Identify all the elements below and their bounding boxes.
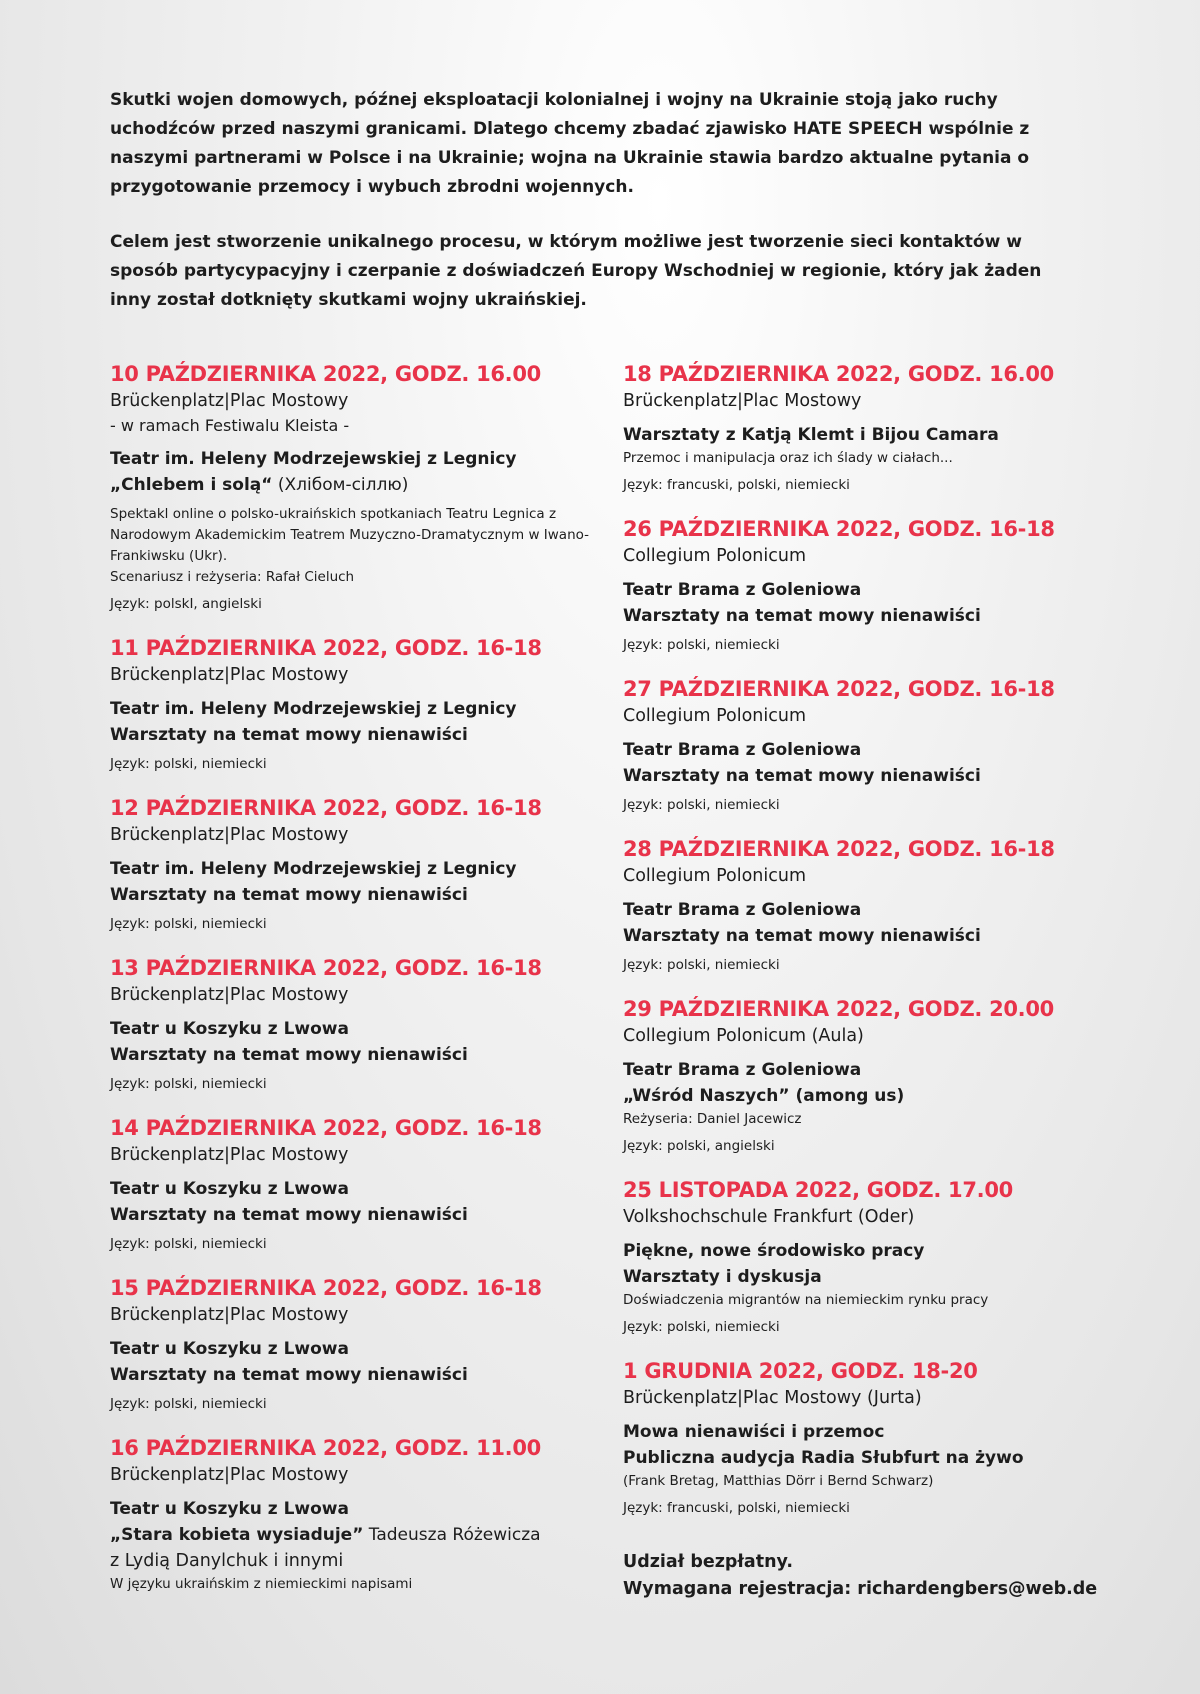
event-title: Warsztaty z Katją Klemt i Bijou Camara [623, 425, 999, 445]
event-date: 16 PAŹDZIERNIKA 2022, GODZ. 11.00 [110, 1436, 541, 1460]
event-subtitle: Warsztaty na temat mowy nienawiści [623, 606, 981, 626]
event-language: Język: polski, niemiecki [110, 1076, 267, 1092]
event-venue: Brückenplatz|Plac Mostowy [110, 665, 349, 685]
event-subtitle: Warsztaty na temat mowy nienawiści [110, 725, 468, 745]
event-oct-12 [110, 794, 590, 935]
event-venue: Collegium Polonicum [623, 706, 807, 726]
event-subtitle: Warsztaty na temat mowy nienawiści [110, 885, 468, 905]
event-date: 15 PAŹDZIERNIKA 2022, GODZ. 16-18 [110, 1276, 542, 1300]
intro-text [110, 86, 1070, 341]
registration-info [623, 1549, 1103, 1603]
event-title: Teatr Brama z Goleniowa [623, 1060, 862, 1080]
event-date: 12 PAŹDZIERNIKA 2022, GODZ. 16-18 [110, 796, 542, 820]
event-performers: z Lydią Danylchuk i innymi [110, 1551, 344, 1571]
event-subtitle: Warsztaty na temat mowy nienawiści [623, 766, 981, 786]
event-date: 25 LISTOPADA 2022, GODZ. 17.00 [623, 1178, 1013, 1202]
event-subtext: (Frank Bretag, Matthias Dörr i Bernd Schwarz) [623, 1473, 934, 1489]
intro-paragraph-2: Celem jest stworzenie unikalnego procesu, w którym możliwe jest tworzenie sieci kontaktów w sposób partycypacyjny i czerpanie z doświadczeń Europy Wschodniej w regionie, który jak żaden inny został dotknięty skutkami wojny ukraińskiej. [110, 232, 1042, 310]
event-title: Teatr Brama z Goleniowa [623, 580, 862, 600]
event-subtitle: „Chlebem i solą“ (Хлібом-сіллю) [110, 475, 409, 495]
event-description: Spektakl online o polsko-ukraińskich spotkaniach Teatru Legnica z Narodowym Akademickim Teatrem Muzyczno-Dramatycznym w Iwano-Frankiwsku (Ukr). [110, 506, 590, 564]
event-subtitle: Warsztaty na temat mowy nienawiści [110, 1365, 468, 1385]
event-oct-10 [110, 360, 590, 615]
event-date: 18 PAŹDZIERNIKA 2022, GODZ. 16.00 [623, 362, 1054, 386]
event-oct-11 [110, 634, 590, 775]
event-title: Teatr Brama z Goleniowa [623, 740, 862, 760]
event-language: Język: polski, niemiecki [623, 797, 780, 813]
event-credit: Scenariusz i reżyseria: Rafał Cieluch [110, 569, 355, 585]
event-venue: Brückenplatz|Plac Mostowy [110, 391, 349, 411]
event-title: Teatr im. Heleny Modrzejewskiej z Legnicy [110, 699, 517, 719]
event-nov-25 [623, 1176, 1103, 1338]
event-subtitle: Warsztaty na temat mowy nienawiści [110, 1205, 468, 1225]
event-language: Język: polski, niemiecki [110, 1396, 267, 1412]
event-title: Mowa nienawiści i przemoc [623, 1422, 885, 1442]
event-oct-28 [623, 835, 1103, 976]
event-subtext: Doświadczenia migrantów na niemieckim rynku pracy [623, 1292, 989, 1308]
event-credit: Reżyseria: Daniel Jacewicz [623, 1111, 802, 1127]
event-title: Piękne, nowe środowisko pracy [623, 1241, 925, 1261]
event-oct-18 [623, 360, 1103, 496]
event-language: Język: polski, niemiecki [623, 957, 780, 973]
event-language: Język: polski, niemiecki [110, 916, 267, 932]
event-title: Teatr u Koszyku z Lwowa [110, 1179, 349, 1199]
event-date: 29 PAŹDZIERNIKA 2022, GODZ. 20.00 [623, 997, 1054, 1021]
event-venue: Volkshochschule Frankfurt (Oder) [623, 1207, 915, 1227]
event-venue: Brückenplatz|Plac Mostowy [110, 1145, 349, 1165]
event-language: Język: francuski, polski, niemiecki [623, 477, 850, 493]
event-title: Teatr u Koszyku z Lwowa [110, 1339, 349, 1359]
event-date: 28 PAŹDZIERNIKA 2022, GODZ. 16-18 [623, 837, 1055, 861]
event-dec-1 [623, 1357, 1103, 1519]
event-oct-29 [623, 995, 1103, 1157]
event-title: Teatr Brama z Goleniowa [623, 900, 862, 920]
event-subtext: Przemoc i manipulacja oraz ich ślady w ciałach... [623, 450, 953, 466]
event-date: 26 PAŹDZIERNIKA 2022, GODZ. 16-18 [623, 517, 1055, 541]
event-venue: Collegium Polonicum [623, 866, 807, 886]
event-venue: Collegium Polonicum [623, 546, 807, 566]
event-subtitle: Publiczna audycja Radia Słubfurt na żywo [623, 1448, 1024, 1468]
event-language: Język: polski, niemiecki [110, 1236, 267, 1252]
event-oct-13 [110, 954, 590, 1095]
intro-paragraph-1: Skutki wojen domowych, późnej eksploatacji kolonialnej i wojny na Ukrainie stoją jako ruchy uchodźców przed naszymi granicami. Dlatego chcemy zbadać zjawisko HATE SPEECH wspólnie z naszymi partnerami w Polsce i na Ukrainie; wojna na Ukrainie stawia bardzo aktualne pytania o przygotowanie przemocy i wybuch zbrodni wojennych. [110, 90, 1030, 197]
event-title: Teatr u Koszyku z Lwowa [110, 1499, 349, 1519]
event-date: 1 GRUDNIA 2022, GODZ. 18-20 [623, 1359, 978, 1383]
event-language: Język: francuski, polski, niemiecki [623, 1500, 850, 1516]
event-oct-26 [623, 515, 1103, 656]
event-venue-note: - w ramach Festiwalu Kleista - [110, 416, 350, 435]
event-venue: Brückenplatz|Plac Mostowy [110, 1305, 349, 1325]
event-subtitle: Warsztaty na temat mowy nienawiści [623, 926, 981, 946]
event-venue: Brückenplatz|Plac Mostowy [110, 825, 349, 845]
event-date: 27 PAŹDZIERNIKA 2022, GODZ. 16-18 [623, 677, 1055, 701]
event-subtitle: Warsztaty i dyskusja [623, 1267, 822, 1287]
event-oct-27 [623, 675, 1103, 816]
event-subtitle: „Stara kobieta wysiaduje” Tadeusza Różewicza [110, 1525, 541, 1545]
event-language: Język: polski, angielski [623, 1138, 775, 1154]
event-title: Teatr u Koszyku z Lwowa [110, 1019, 349, 1039]
event-language: Język: polskI, angielski [110, 596, 262, 612]
event-oct-15 [110, 1274, 590, 1415]
event-subtitle: Warsztaty na temat mowy nienawiści [110, 1045, 468, 1065]
event-language: W języku ukraińskim z niemieckimi napisami [110, 1576, 413, 1592]
event-title: Teatr im. Heleny Modrzejewskiej z Legnicy [110, 859, 517, 879]
event-venue: Brückenplatz|Plac Mostowy (Jurta) [623, 1388, 922, 1408]
event-venue: Collegium Polonicum (Aula) [623, 1026, 864, 1046]
event-language: Język: polski, niemiecki [110, 756, 267, 772]
event-date: 11 PAŹDZIERNIKA 2022, GODZ. 16-18 [110, 636, 542, 660]
event-date: 14 PAŹDZIERNIKA 2022, GODZ. 16-18 [110, 1116, 542, 1140]
registration-email: Wymagana rejestracja: richardengbers@web.de [623, 1579, 1098, 1599]
event-oct-16 [110, 1434, 590, 1595]
event-language: Język: polski, niemiecki [623, 637, 780, 653]
event-venue: Brückenplatz|Plac Mostowy [623, 391, 862, 411]
event-venue: Brückenplatz|Plac Mostowy [110, 985, 349, 1005]
event-title: Teatr im. Heleny Modrzejewskiej z Legnicy [110, 449, 517, 469]
event-date: 10 PAŹDZIERNIKA 2022, GODZ. 16.00 [110, 362, 541, 386]
event-date: 13 PAŹDZIERNIKA 2022, GODZ. 16-18 [110, 956, 542, 980]
event-language: Język: polski, niemiecki [623, 1319, 780, 1335]
event-oct-14 [110, 1114, 590, 1255]
free-entry-note: Udział bezpłatny. [623, 1552, 794, 1572]
event-venue: Brückenplatz|Plac Mostowy [110, 1465, 349, 1485]
schedule-right-column [623, 360, 1103, 1603]
schedule-left-column [110, 360, 590, 1614]
event-subtitle: „Wśród Naszych” (among us) [623, 1086, 905, 1106]
